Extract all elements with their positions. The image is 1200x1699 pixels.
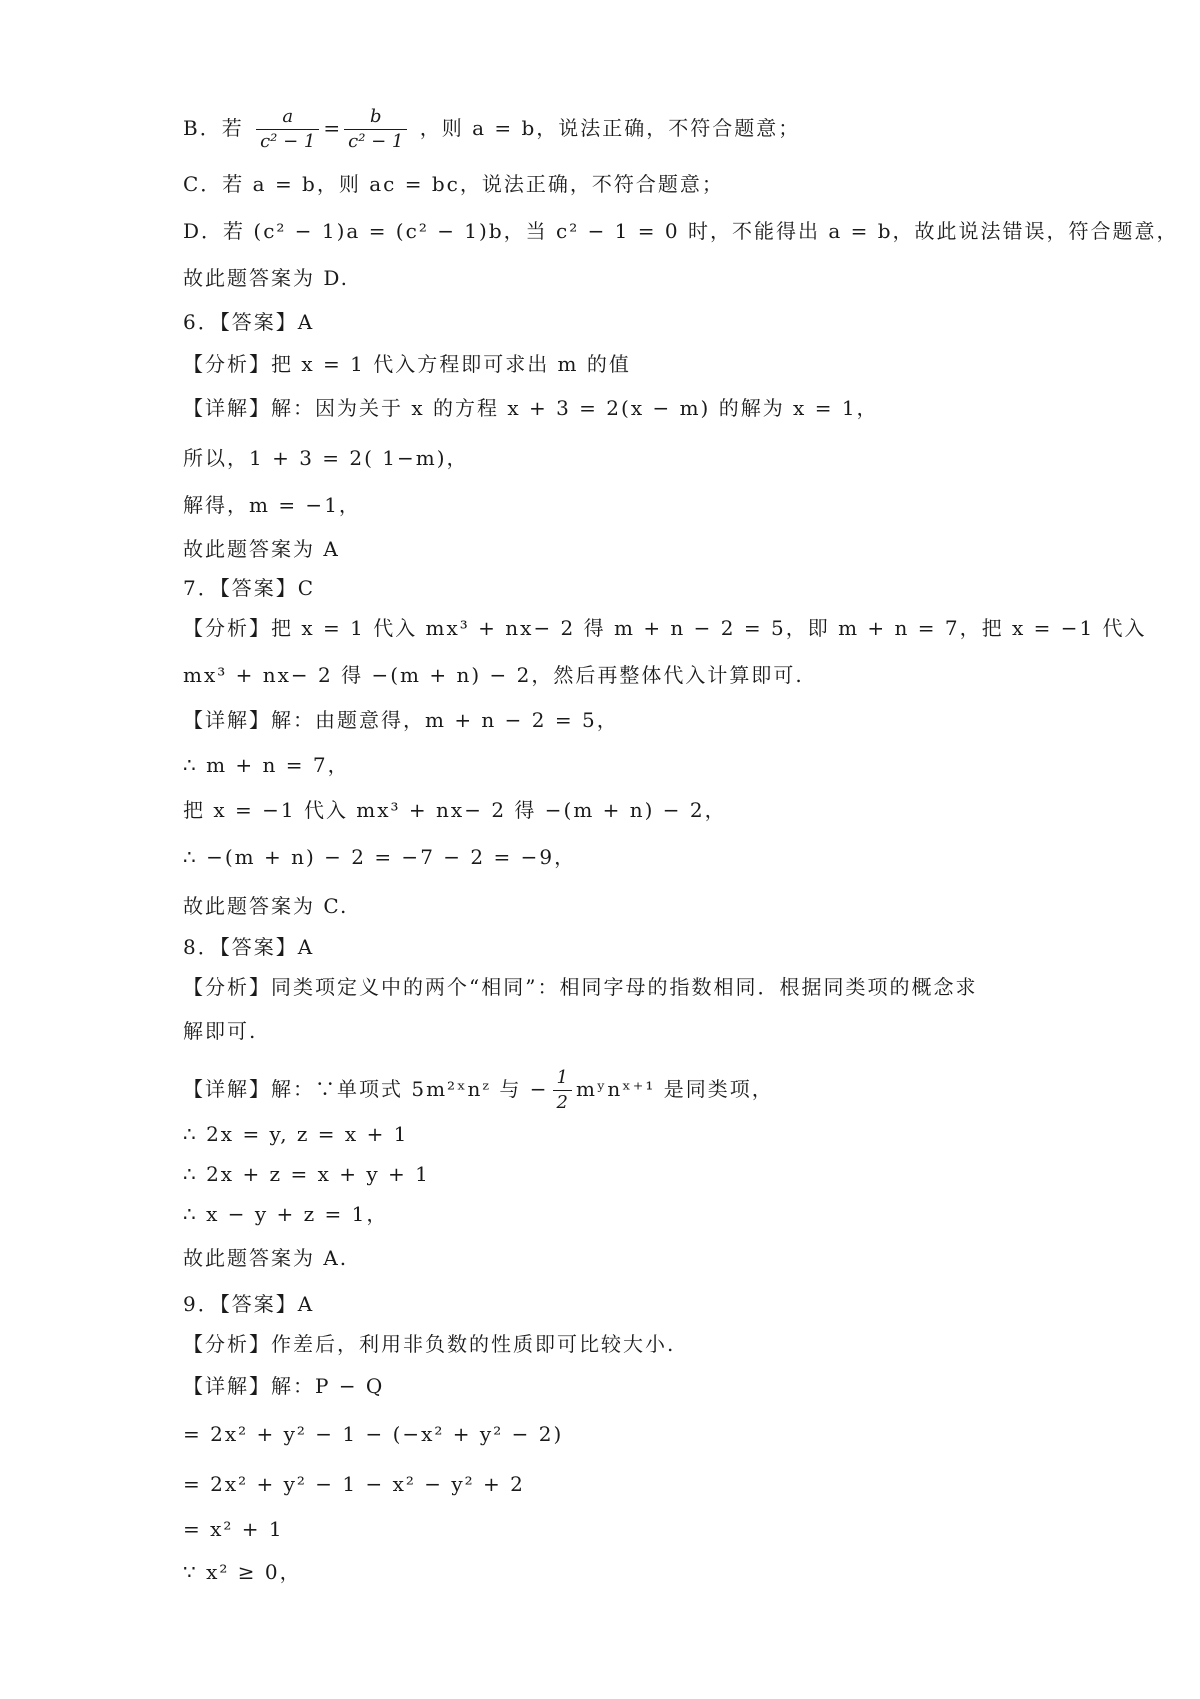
fraction-denominator: c² − 1 [348, 131, 404, 152]
q8-step-3: ∴ x − y + z = 1， [183, 1202, 389, 1226]
q5-conclusion: 故此题答案为 D. [183, 266, 350, 290]
q6-detail: 【详解】解：因为关于 x 的方程 x + 3 = 2(x − m) 的解为 x = 1， [183, 396, 879, 420]
fraction-denominator: 2 [556, 1092, 568, 1113]
fraction-denominator: c² − 1 [260, 131, 316, 152]
q7-analysis-1: 【分析】把 x = 1 代入 mx³ + nx− 2 得 m + n − 2 = 5，即 m + n = 7，把 x = −1 代入 [183, 616, 1147, 640]
fraction-numerator: a [256, 105, 319, 130]
q7-step-2: 把 x = −1 代入 mx³ + nx− 2 得 −(m + n) − 2， [183, 798, 727, 822]
q8-detail [183, 1066, 774, 1115]
option-d-line: D．若 (c² − 1)a = (c² − 1)b，当 c² − 1 = 0 时，不能得出 a = b，故此说法错误，符合题意， [183, 219, 1179, 243]
q8-detail-prefix: 【详解】解：∵单项式 5m²ˣnᶻ 与 − [183, 1077, 549, 1101]
option-b-line: B．若 $\frac{a}{\text{c² − 1}}$ = $\frac{b}{\text{c² − 1}}$ ，则 a = b，说法正确，不符合题意； [183, 106, 801, 152]
q9-step-3: = x² + 1 [183, 1517, 284, 1541]
q8-analysis-2: 解即可. [183, 1019, 258, 1043]
q8-detail-suffix: mʸnˣ⁺¹ 是同类项， [575, 1077, 774, 1101]
q8-conclusion: 故此题答案为 A. [183, 1246, 349, 1270]
fraction-b-over-c2-1 [344, 105, 407, 154]
q9-detail: 【详解】解：P − Q [183, 1374, 385, 1398]
q9-step-1: = 2x² + y² − 1 − (−x² + y² − 2) [183, 1422, 564, 1446]
q8-answer: 8．【答案】A [183, 935, 315, 959]
q6-step-1: 所以，1 + 3 = 2( 1−m)， [183, 446, 469, 470]
q8-step-1: ∴ 2x = y, z = x + 1 [183, 1122, 409, 1146]
q7-step-3: ∴ −(m + n) − 2 = −7 − 2 = −9， [183, 845, 577, 869]
q8-analysis-1: 【分析】同类项定义中的两个“相同”：相同字母的指数相同．根据同类项的概念求 [183, 975, 978, 999]
option-b-prefix: B．若 [183, 116, 244, 140]
q7-conclusion: 故此题答案为 C. [183, 894, 349, 918]
q8-step-2: ∴ 2x + z = x + y + 1 [183, 1162, 430, 1186]
q9-analysis: 【分析】作差后，利用非负数的性质即可比较大小. [183, 1332, 676, 1356]
q6-conclusion: 故此题答案为 A [183, 537, 340, 561]
fraction-numerator: b [344, 105, 407, 130]
fraction-numerator: 1 [553, 1066, 572, 1091]
q9-step-2: = 2x² + y² − 1 − x² − y² + 2 [183, 1472, 525, 1496]
option-b-suffix: ，则 a = b，说法正确，不符合题意； [419, 116, 801, 140]
fraction-one-half [553, 1066, 572, 1115]
option-c-line: C．若 a = b，则 ac = bc，说法正确，不符合题意； [183, 172, 724, 196]
q6-analysis: 【分析】把 x = 1 代入方程即可求出 m 的值 [183, 352, 631, 376]
q7-analysis-2: mx³ + nx− 2 得 −(m + n) − 2，然后再整体代入计算即可. [183, 663, 804, 687]
q6-answer: 6．【答案】A [183, 310, 315, 334]
fraction-a-over-c2-1 [256, 105, 319, 154]
q9-answer: 9．【答案】A [183, 1292, 315, 1316]
q9-step-4: ∵ x² ≥ 0， [183, 1560, 302, 1584]
q7-detail: 【详解】解：由题意得，m + n − 2 = 5， [183, 708, 619, 732]
q7-step-1: ∴ m + n = 7， [183, 753, 350, 777]
q7-answer: 7．【答案】C [183, 576, 316, 600]
q6-step-2: 解得，m = −1， [183, 493, 361, 517]
